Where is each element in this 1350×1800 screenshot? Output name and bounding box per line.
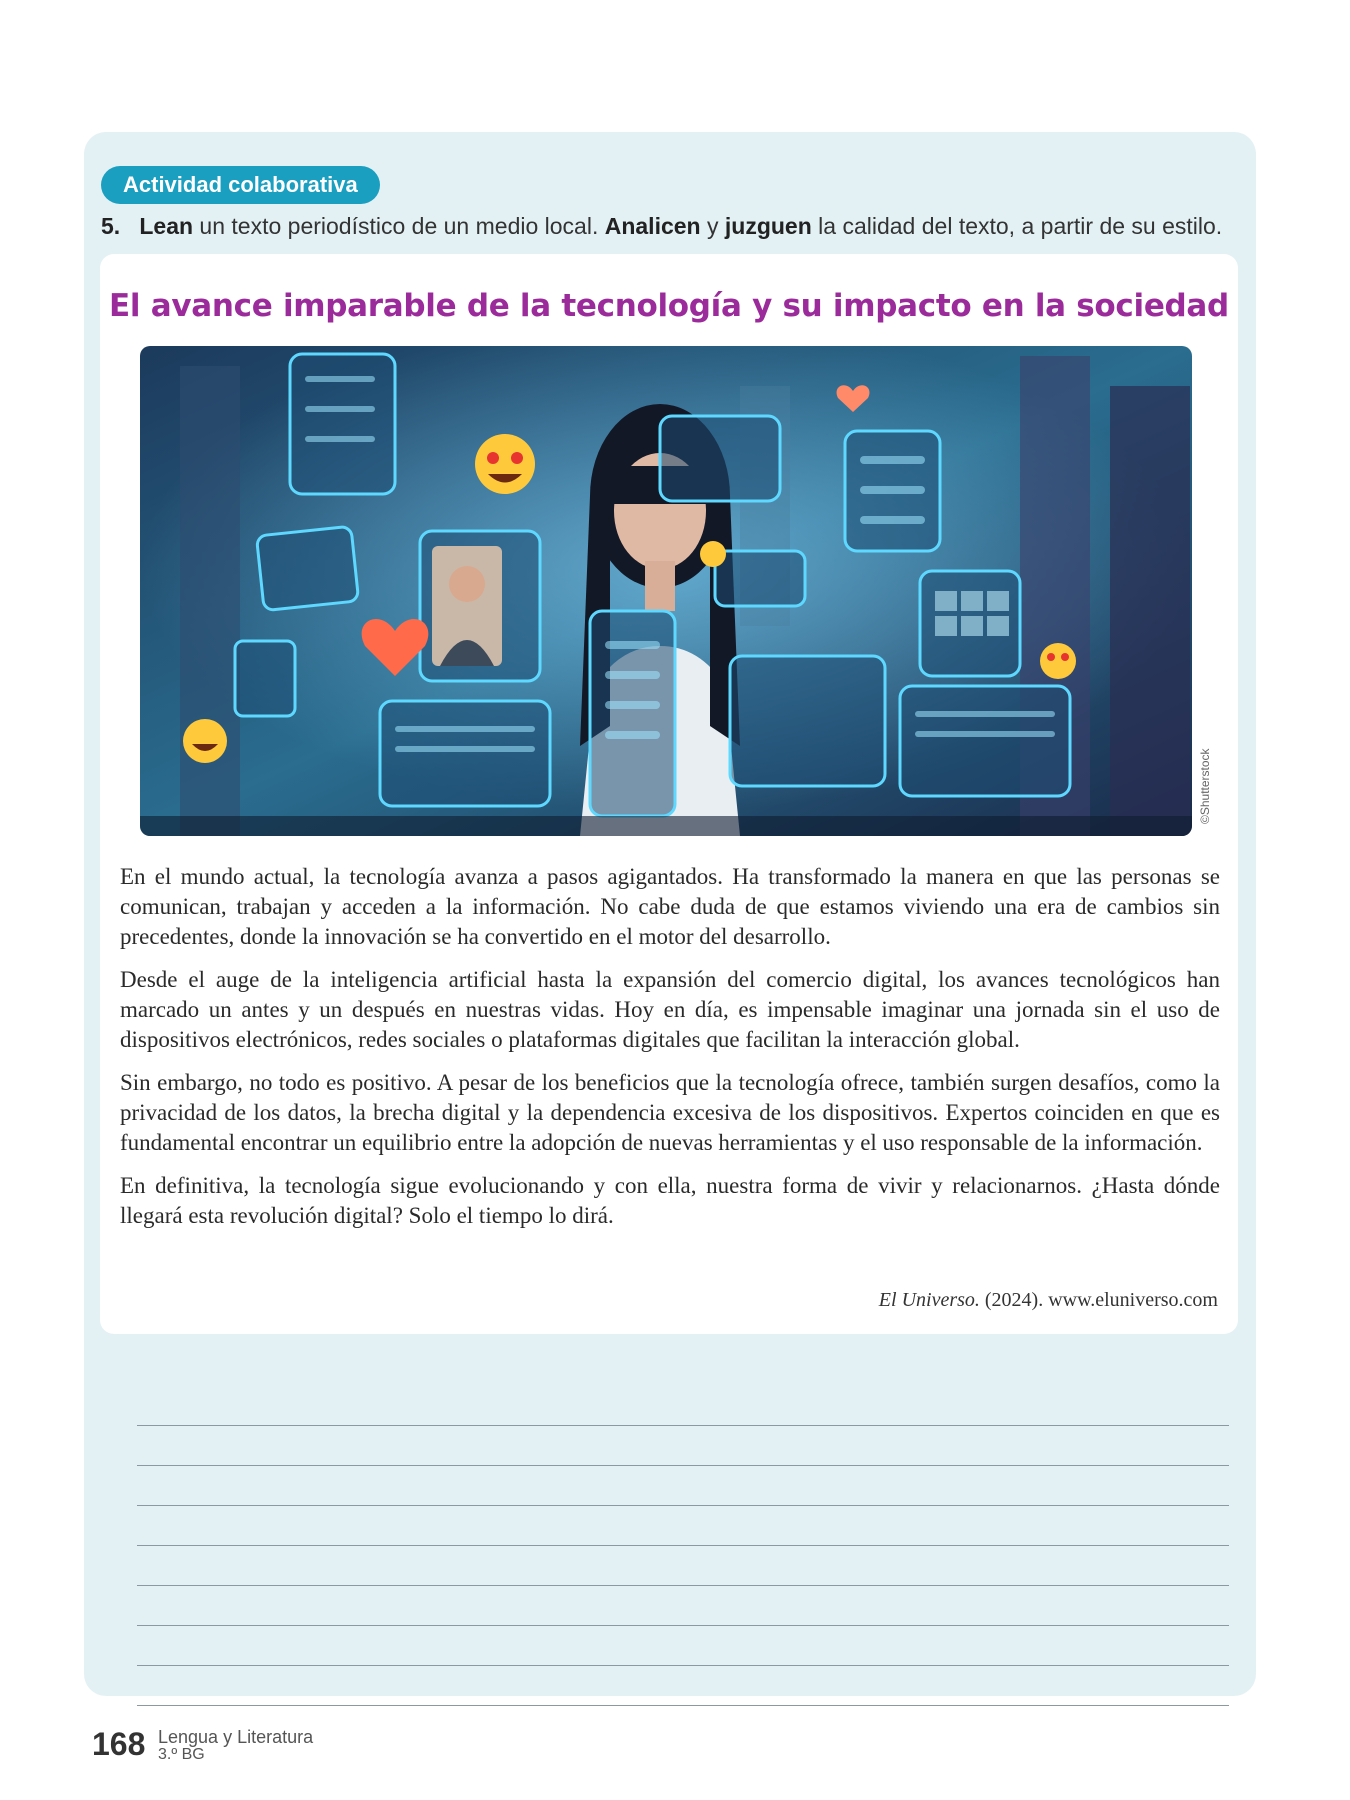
article-paragraph: Desde el auge de la inteligencia artificial hasta la expansión del comercio digital, los avances tecnológicos han marcado un antes y un después en nuestras vidas. Hoy en día, es impensable imaginar una jornada sin el uso de dispositivos electrónicos, redes sociales o plataformas digitales que facilitan la interacción global. [120, 967, 1220, 1052]
article-paragraph: En definitiva, la tecnología sigue evolucionando y con ella, nuestra forma de vivir y relacionarnos. ¿Hasta dónde llegará esta revolución digital? Solo el tiempo lo dirá. [120, 1173, 1220, 1228]
verb-juzguen: juzguen [724, 213, 812, 239]
answer-line[interactable] [137, 1386, 1229, 1426]
article-body [120, 862, 1220, 1244]
instruction-text-2: y [700, 213, 725, 239]
instruction-text-3: la calidad del texto, a partir de su estilo. [811, 213, 1223, 239]
verb-analicen: Analicen [604, 213, 701, 239]
page-number: 168 [92, 1726, 146, 1762]
instruction-text-1: un texto periodístico de un medio local. [193, 213, 605, 239]
footer-subject: Lengua y Literatura [158, 1727, 314, 1747]
answer-lines [137, 1386, 1229, 1706]
article-paragraph: En el mundo actual, la tecnología avanza a pasos agigantados. Ha transformado la manera en que las personas se comunican, trabajan y acceden a la información. No cabe duda de que estamos viviendo una era de cambios sin precedentes, donde la innovación se ha convertido en el motor del desarrollo. [120, 864, 1220, 949]
answer-line[interactable] [137, 1546, 1229, 1586]
verb-lean: Lean [139, 213, 194, 239]
article-card [100, 254, 1238, 1334]
source-details: (2024). www.eluniverso.com [979, 1289, 1218, 1311]
activity-badge: Actividad colaborativa [101, 166, 380, 204]
answer-line[interactable] [137, 1506, 1229, 1546]
answer-line[interactable] [137, 1586, 1229, 1626]
answer-line[interactable] [137, 1426, 1229, 1466]
footer-grade: 3.º BG [158, 1746, 205, 1763]
answer-line[interactable] [137, 1466, 1229, 1506]
activity-instruction [101, 210, 1251, 242]
image-credit: ©Shutterstock [1198, 748, 1212, 824]
answer-line[interactable] [137, 1666, 1229, 1706]
activity-number: 5. [101, 213, 121, 239]
article-source [879, 1287, 1218, 1313]
article-paragraph: Sin embargo, no todo es positivo. A pesar de los beneficios que la tecnología ofrece, también surgen desafíos, como la privacidad de los datos, la brecha digital y la dependencia excesiva de los dispositivos. Expertos coinciden en que es fundamental encontrar un equilibrio entre la adopción de nuevas herramientas y el uso responsable de la información. [120, 1070, 1220, 1155]
source-publication: El Universo. [878, 1289, 980, 1311]
article-title: El avance imparable de la tecnología y su impacto en la sociedad [109, 288, 1229, 324]
article-photo [140, 346, 1192, 836]
answer-line[interactable] [137, 1626, 1229, 1666]
